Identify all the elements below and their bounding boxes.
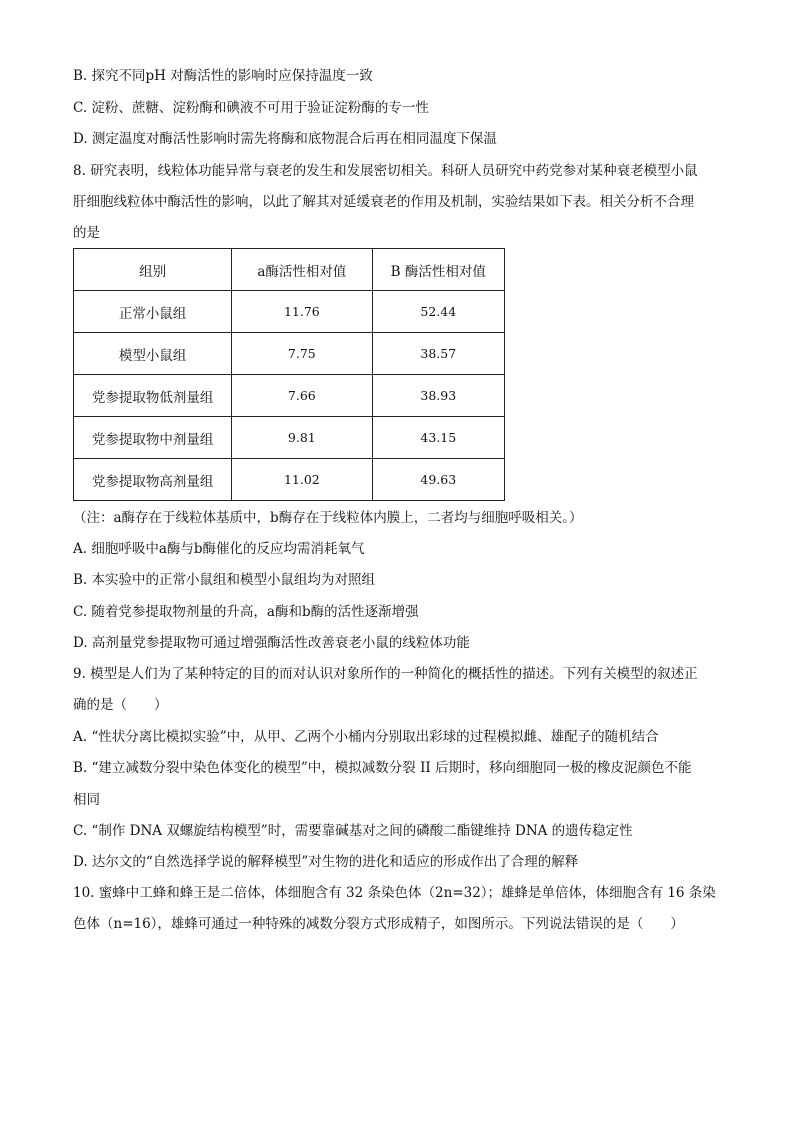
option-a-q9: A. “性状分离比模拟实验”中，从甲、乙两个小桶内分别取出彩球的过程模拟雌、雄配子的随机结合 bbox=[73, 729, 659, 745]
option-d-q7: D. 测定温度对酶活性影响时需先将酶和底物混合后再在相同温度下保温 bbox=[73, 131, 497, 147]
table-cell: 党参提取物低剂量组 bbox=[74, 375, 232, 417]
option-b-q9-line-1: B. “建立减数分裂中染色体变化的模型”中，模拟减数分裂 II 后期时，移向细胞同一极的橡皮泥颜色不能 bbox=[73, 760, 692, 776]
table-cell: 9.81 bbox=[232, 417, 372, 459]
option-a-q8: A. 细胞呼吸中a酶与b酶催化的反应均需消耗氧气 bbox=[73, 541, 365, 557]
question-8-line-3: 的是 bbox=[73, 225, 100, 241]
option-b-q9-line-2: 相同 bbox=[73, 792, 100, 808]
question-10-line-1: 10. 蜜蜂中工蜂和蜂王是二倍体，体细胞含有 32 条染色体（2n=32）；雄蜂是单倍体，体细胞含有 16 条染 bbox=[73, 885, 716, 901]
option-c-q8: C. 随着党参提取物剂量的升高，a酶和b酶的活性逐渐增强 bbox=[73, 604, 419, 620]
question-8-line-2: 肝细胞线粒体中酶活性的影响，以此了解其对延缓衰老的作用及机制，实验结果如下表。相关分析不合理 bbox=[73, 194, 694, 210]
question-8-line-1: 8. 研究表明，线粒体功能异常与衰老的发生和发展密切相关。科研人员研究中药党参对某种衰老模型小鼠 bbox=[73, 163, 698, 179]
question-9-line-2: 确的是（ ） bbox=[73, 697, 168, 713]
table-note: （注：a酶存在于线粒体基质中，b酶存在于线粒体内膜上，二者均与细胞呼吸相关。） bbox=[73, 510, 583, 526]
table-cell: 正常小鼠组 bbox=[74, 291, 232, 333]
table-cell: 7.75 bbox=[232, 333, 372, 375]
table-cell: 11.76 bbox=[232, 291, 372, 333]
table-cell: 52.44 bbox=[372, 291, 504, 333]
table-row bbox=[74, 459, 505, 501]
option-c-q7: C. 淀粉、蔗糖、淀粉酶和碘液不可用于验证淀粉酶的专一性 bbox=[73, 100, 429, 116]
table-cell: 党参提取物高剂量组 bbox=[74, 459, 232, 501]
table-header-cell: a酶活性相对值 bbox=[232, 249, 372, 291]
table-row bbox=[74, 333, 505, 375]
table-cell: 11.02 bbox=[232, 459, 372, 501]
option-b-q7: B. 探究不同pH 对酶活性的影响时应保持温度一致 bbox=[73, 68, 373, 84]
table-row bbox=[74, 375, 505, 417]
table-cell: 党参提取物中剂量组 bbox=[74, 417, 232, 459]
table-header-cell: 组别 bbox=[74, 249, 232, 291]
table-cell: 模型小鼠组 bbox=[74, 333, 232, 375]
table-cell: 38.57 bbox=[372, 333, 504, 375]
option-b-q8: B. 本实验中的正常小鼠组和模型小鼠组均为对照组 bbox=[73, 572, 376, 588]
table-row bbox=[74, 291, 505, 333]
table-row bbox=[74, 417, 505, 459]
table-cell: 43.15 bbox=[372, 417, 504, 459]
question-10-line-2: 色体（n=16），雄蜂可通过一种特殊的减数分裂方式形成精子，如图所示。下列说法错误的是（ ） bbox=[73, 916, 684, 932]
table-cell: 49.63 bbox=[372, 459, 504, 501]
question-9-line-1: 9. 模型是人们为了某种特定的目的而对认识对象所作的一种简化的概括性的描述。下列有关模型的叙述正 bbox=[73, 666, 698, 682]
table-header-cell: B 酶活性相对值 bbox=[372, 249, 504, 291]
table-cell: 7.66 bbox=[232, 375, 372, 417]
table-header-row bbox=[74, 249, 505, 291]
option-d-q9: D. 达尔文的“自然选择学说的解释模型”对生物的进化和适应的形成作出了合理的解释 bbox=[73, 854, 579, 870]
option-d-q8: D. 高剂量党参提取物可通过增强酶活性改善衰老小鼠的线粒体功能 bbox=[73, 635, 470, 651]
option-c-q9: C. “制作 DNA 双螺旋结构模型”时，需要靠碱基对之间的磷酸二酯键维持 DNA 的遗传稳定性 bbox=[73, 823, 633, 839]
table-cell: 38.93 bbox=[372, 375, 504, 417]
enzyme-activity-table bbox=[73, 248, 505, 501]
